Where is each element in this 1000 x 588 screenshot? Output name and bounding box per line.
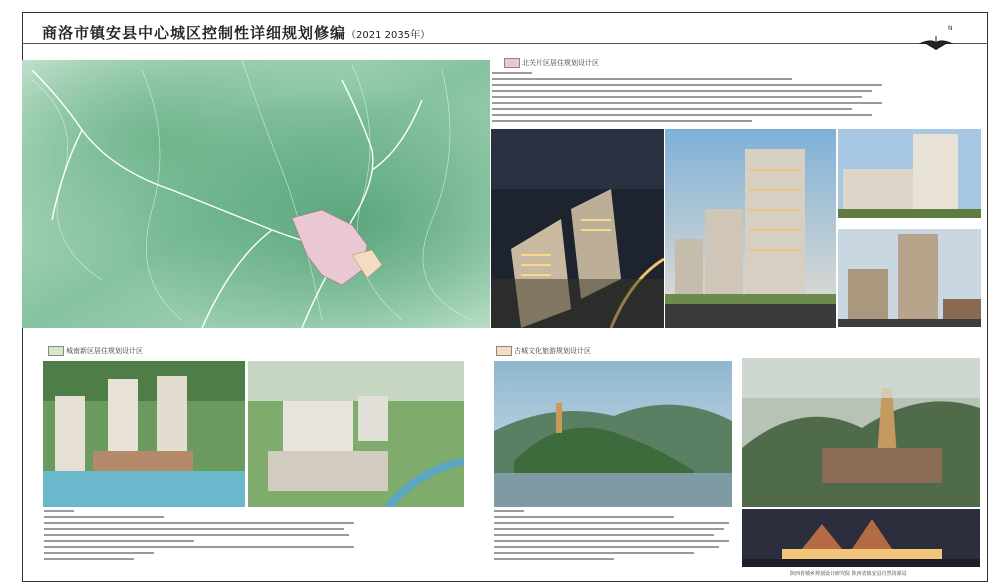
section-title-s2: 城南新区居住规划设计区	[66, 347, 143, 355]
sheet-title	[42, 22, 430, 43]
terrain-map	[22, 60, 490, 328]
section-title-s3: 古城文化旅游规划设计区	[514, 347, 591, 355]
title-main: 商洛市镇安县中心城区控制性详细规划修编	[42, 24, 347, 42]
section-notes-s3	[494, 509, 734, 567]
photo-temple-night	[742, 509, 980, 567]
title-years: （2021 2035年）	[346, 30, 431, 41]
north-arrow-icon	[916, 22, 956, 54]
photo-aerial-community	[248, 361, 464, 507]
legend-swatch-s3	[496, 346, 512, 356]
section-title-s1: 北关片区居住规划设计区	[522, 59, 599, 67]
section-notes-s1	[492, 70, 892, 130]
photo-hill-temple	[494, 361, 732, 507]
photo-pagoda-mist	[742, 358, 980, 507]
legend-swatch-s2	[48, 346, 64, 356]
photo-towers-dusk	[665, 129, 836, 328]
photo-night-aerial	[491, 129, 664, 328]
north-label: N	[948, 25, 953, 32]
legend-swatch-s1	[504, 58, 520, 68]
photo-riverside-towers	[43, 361, 245, 507]
section-notes-s2	[44, 509, 364, 565]
bottom-credit: 陕西省城乡规划设计研究院 陕西省镇安县自然资源局	[790, 571, 907, 577]
photo-residential-blocks	[838, 129, 981, 218]
photo-residential-night	[838, 229, 981, 327]
title-divider	[22, 43, 988, 44]
